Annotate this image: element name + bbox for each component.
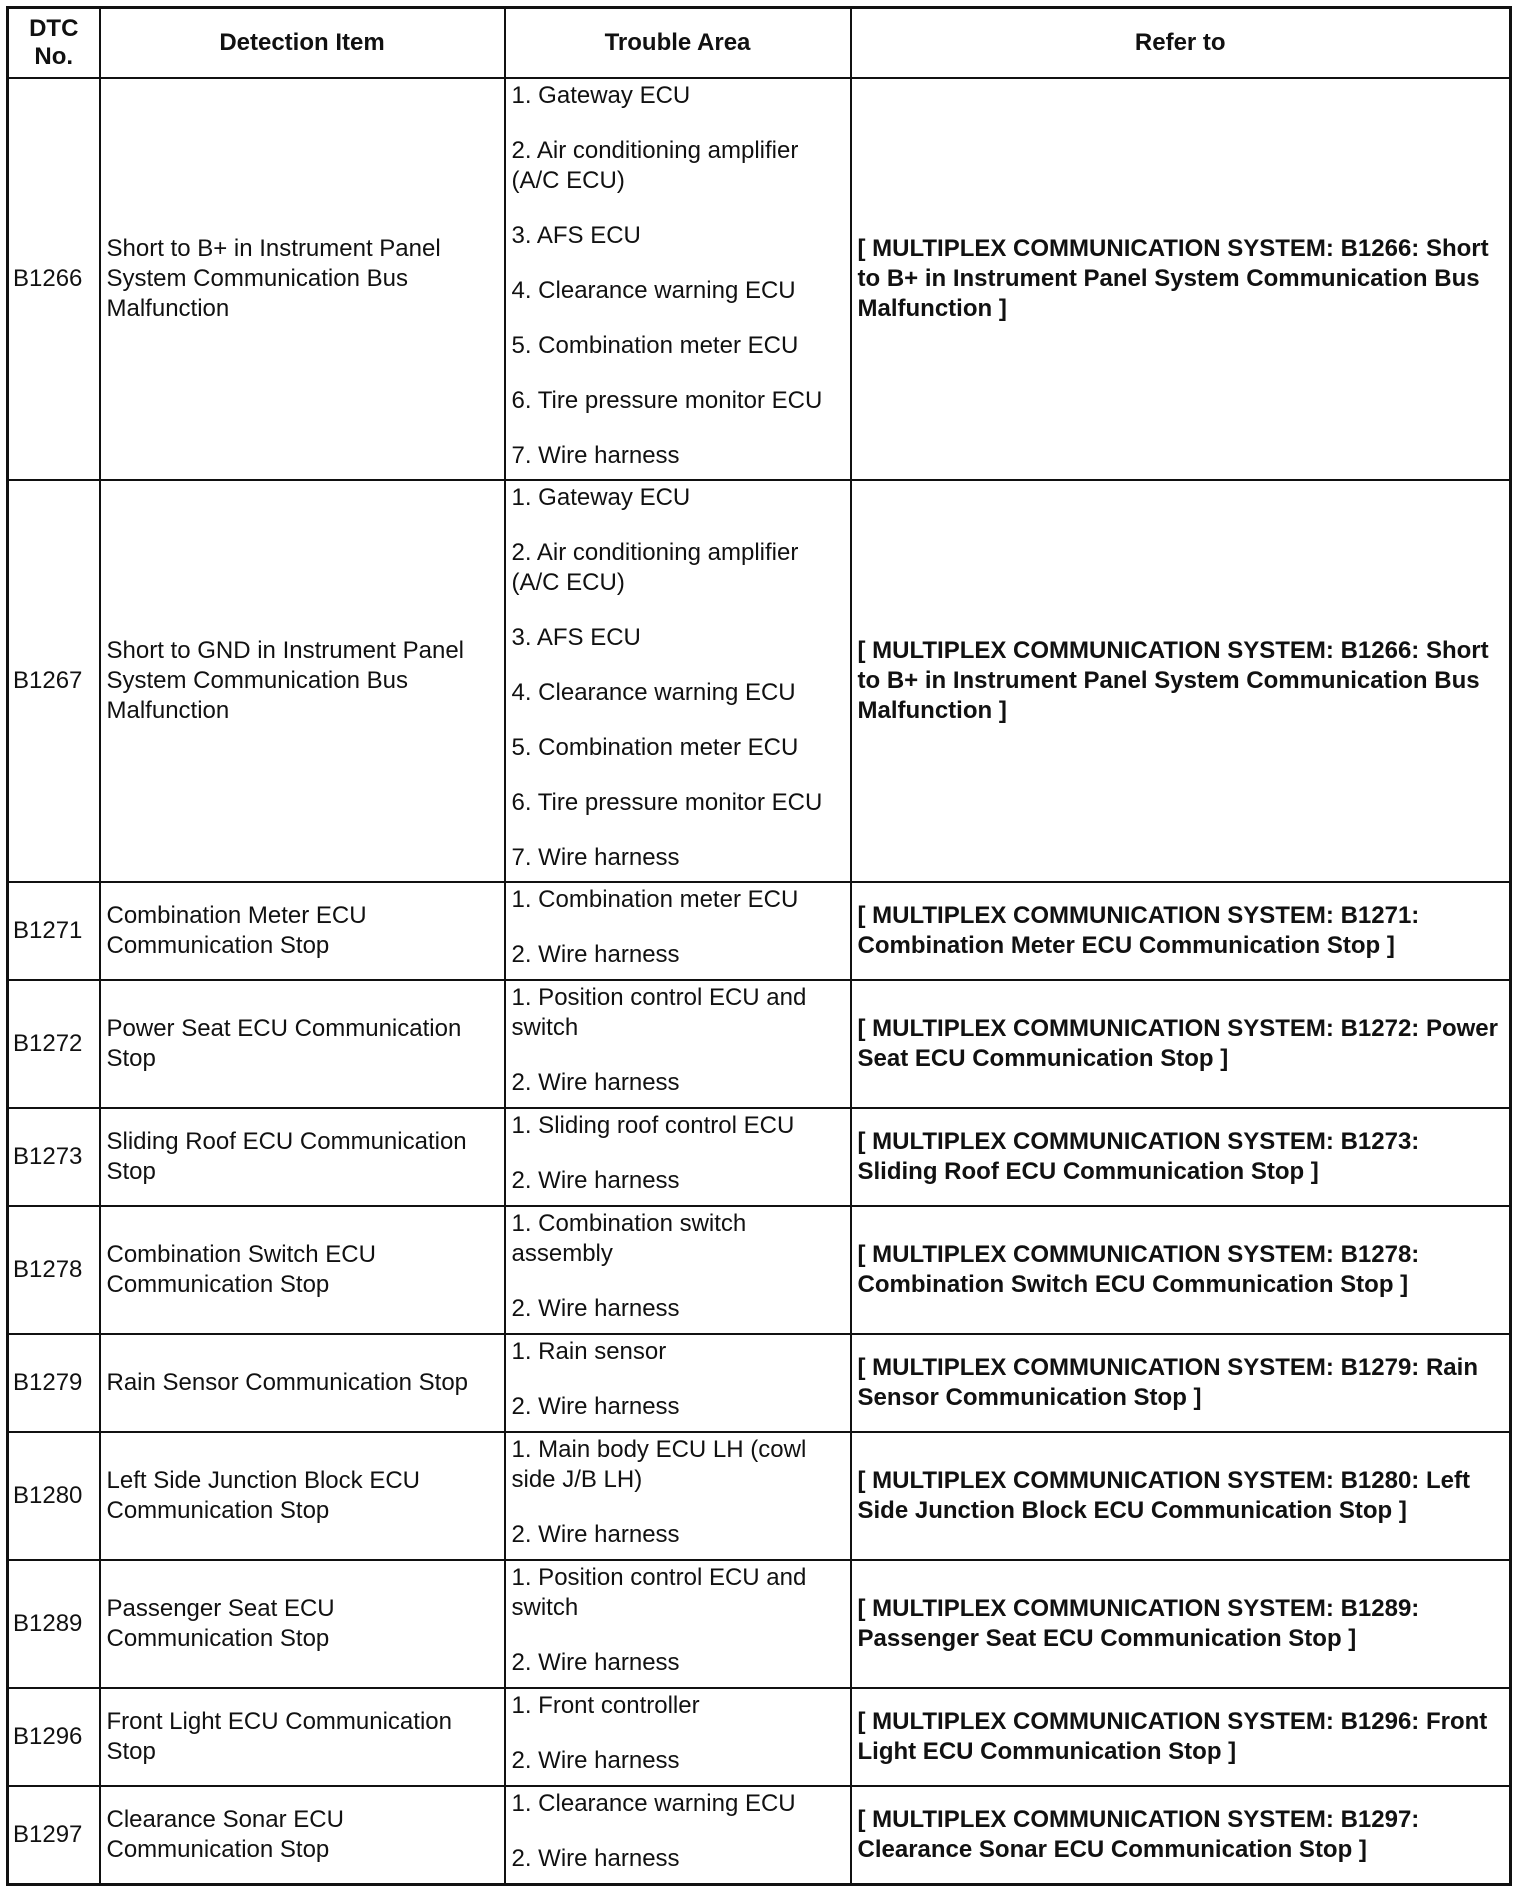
dtc-code: B1266 — [8, 78, 100, 480]
dtc-code: B1271 — [8, 882, 100, 980]
trouble-area-item: 1. Position control ECU and switch — [511, 984, 807, 1041]
trouble-area-item: 7. Wire harness — [511, 442, 680, 469]
detection-item: Left Side Junction Block ECU Communication Stop — [100, 1432, 505, 1560]
table-row — [8, 980, 1511, 1108]
trouble-area-item: 4. Clearance warning ECU — [511, 679, 796, 706]
detection-item: Short to GND in Instrument Panel System Communication Bus Malfunction — [100, 480, 505, 882]
trouble-area-item: 3. AFS ECU — [511, 624, 641, 651]
dtc-code: B1267 — [8, 480, 100, 882]
refer-to-link: [ MULTIPLEX COMMUNICATION SYSTEM: B1289: Passenger Seat ECU Communication Stop ] — [851, 1560, 1511, 1688]
table-row — [8, 480, 1511, 882]
detection-item: Front Light ECU Communication Stop — [100, 1688, 505, 1786]
trouble-area-item: 1. Front controller — [511, 1692, 700, 1719]
refer-to-link: [ MULTIPLEX COMMUNICATION SYSTEM: B1266: Short to B+ in Instrument Panel System Communication Bus Malfunction ] — [851, 480, 1511, 882]
table-row — [8, 1206, 1511, 1334]
header-trouble-area: Trouble Area — [505, 8, 851, 79]
table-row — [8, 1432, 1511, 1560]
trouble-area-item: 2. Wire harness — [511, 1167, 680, 1194]
detection-item: Power Seat ECU Communication Stop — [100, 980, 505, 1108]
trouble-area-item: 2. Air conditioning amplifier (A/C ECU) — [511, 137, 799, 194]
header-row — [8, 8, 1511, 79]
trouble-area — [505, 1688, 851, 1786]
dtc-code: B1273 — [8, 1108, 100, 1206]
refer-to-link: [ MULTIPLEX COMMUNICATION SYSTEM: B1280: Left Side Junction Block ECU Communication Stop ] — [851, 1432, 1511, 1560]
table-row — [8, 1786, 1511, 1884]
detection-item: Passenger Seat ECU Communication Stop — [100, 1560, 505, 1688]
trouble-area-item: 1. Clearance warning ECU — [511, 1790, 796, 1817]
trouble-area-item: 2. Air conditioning amplifier (A/C ECU) — [511, 539, 799, 596]
trouble-area-item: 2. Wire harness — [511, 1069, 680, 1096]
trouble-area — [505, 882, 851, 980]
table-row — [8, 1108, 1511, 1206]
trouble-area-item: 4. Clearance warning ECU — [511, 277, 796, 304]
trouble-area-item: 1. Gateway ECU — [511, 484, 691, 511]
trouble-area-item: 1. Combination switch assembly — [511, 1210, 747, 1267]
dtc-code: B1296 — [8, 1688, 100, 1786]
table-row — [8, 1560, 1511, 1688]
trouble-area — [505, 480, 851, 882]
dtc-table — [6, 6, 1512, 1886]
refer-to-link: [ MULTIPLEX COMMUNICATION SYSTEM: B1279: Rain Sensor Communication Stop ] — [851, 1334, 1511, 1432]
trouble-area — [505, 1206, 851, 1334]
dtc-code: B1289 — [8, 1560, 100, 1688]
trouble-area — [505, 980, 851, 1108]
refer-to-link: [ MULTIPLEX COMMUNICATION SYSTEM: B1266: Short to B+ in Instrument Panel System Communication Bus Malfunction ] — [851, 78, 1511, 480]
header-dtc-no: DTC No. — [8, 8, 100, 79]
detection-item: Rain Sensor Communication Stop — [100, 1334, 505, 1432]
trouble-area-item: 3. AFS ECU — [511, 222, 641, 249]
trouble-area-item: 2. Wire harness — [511, 941, 680, 968]
detection-item: Combination Meter ECU Communication Stop — [100, 882, 505, 980]
header-detection-item: Detection Item — [100, 8, 505, 79]
trouble-area-item: 2. Wire harness — [511, 1747, 680, 1774]
trouble-area-item: 2. Wire harness — [511, 1521, 680, 1548]
trouble-area-item: 5. Combination meter ECU — [511, 734, 799, 761]
detection-item: Sliding Roof ECU Communication Stop — [100, 1108, 505, 1206]
dtc-code: B1280 — [8, 1432, 100, 1560]
refer-to-link: [ MULTIPLEX COMMUNICATION SYSTEM: B1273: Sliding Roof ECU Communication Stop ] — [851, 1108, 1511, 1206]
trouble-area-item: 2. Wire harness — [511, 1845, 680, 1872]
refer-to-link: [ MULTIPLEX COMMUNICATION SYSTEM: B1296: Front Light ECU Communication Stop ] — [851, 1688, 1511, 1786]
refer-to-link: [ MULTIPLEX COMMUNICATION SYSTEM: B1278: Combination Switch ECU Communication Stop ] — [851, 1206, 1511, 1334]
trouble-area — [505, 1108, 851, 1206]
table-body — [8, 78, 1511, 1884]
detection-item: Clearance Sonar ECU Communication Stop — [100, 1786, 505, 1884]
trouble-area-item: 2. Wire harness — [511, 1295, 680, 1322]
dtc-code: B1278 — [8, 1206, 100, 1334]
detection-item: Combination Switch ECU Communication Stop — [100, 1206, 505, 1334]
trouble-area — [505, 1786, 851, 1884]
trouble-area — [505, 1432, 851, 1560]
trouble-area-item: 1. Combination meter ECU — [511, 886, 799, 913]
trouble-area-item: 1. Position control ECU and switch — [511, 1564, 807, 1621]
dtc-code: B1272 — [8, 980, 100, 1108]
trouble-area-item: 1. Gateway ECU — [511, 82, 691, 109]
trouble-area-item: 2. Wire harness — [511, 1393, 680, 1420]
refer-to-link: [ MULTIPLEX COMMUNICATION SYSTEM: B1297: Clearance Sonar ECU Communication Stop ] — [851, 1786, 1511, 1884]
table-row — [8, 1334, 1511, 1432]
trouble-area-item: 7. Wire harness — [511, 844, 680, 871]
trouble-area-item: 1. Sliding roof control ECU — [511, 1112, 795, 1139]
header-refer-to: Refer to — [851, 8, 1511, 79]
refer-to-link: [ MULTIPLEX COMMUNICATION SYSTEM: B1271: Combination Meter ECU Communication Stop ] — [851, 882, 1511, 980]
table-row — [8, 1688, 1511, 1786]
detection-item: Short to B+ in Instrument Panel System Communication Bus Malfunction — [100, 78, 505, 480]
refer-to-link: [ MULTIPLEX COMMUNICATION SYSTEM: B1272: Power Seat ECU Communication Stop ] — [851, 980, 1511, 1108]
trouble-area-item: 6. Tire pressure monitor ECU — [511, 789, 823, 816]
table-row — [8, 882, 1511, 980]
dtc-code: B1279 — [8, 1334, 100, 1432]
trouble-area — [505, 1560, 851, 1688]
table-row — [8, 78, 1511, 480]
trouble-area — [505, 78, 851, 480]
dtc-code: B1297 — [8, 1786, 100, 1884]
trouble-area-item: 1. Main body ECU LH (cowl side J/B LH) — [511, 1436, 807, 1493]
trouble-area — [505, 1334, 851, 1432]
trouble-area-item: 2. Wire harness — [511, 1649, 680, 1676]
trouble-area-item: 6. Tire pressure monitor ECU — [511, 387, 823, 414]
trouble-area-item: 1. Rain sensor — [511, 1338, 667, 1365]
trouble-area-item: 5. Combination meter ECU — [511, 332, 799, 359]
